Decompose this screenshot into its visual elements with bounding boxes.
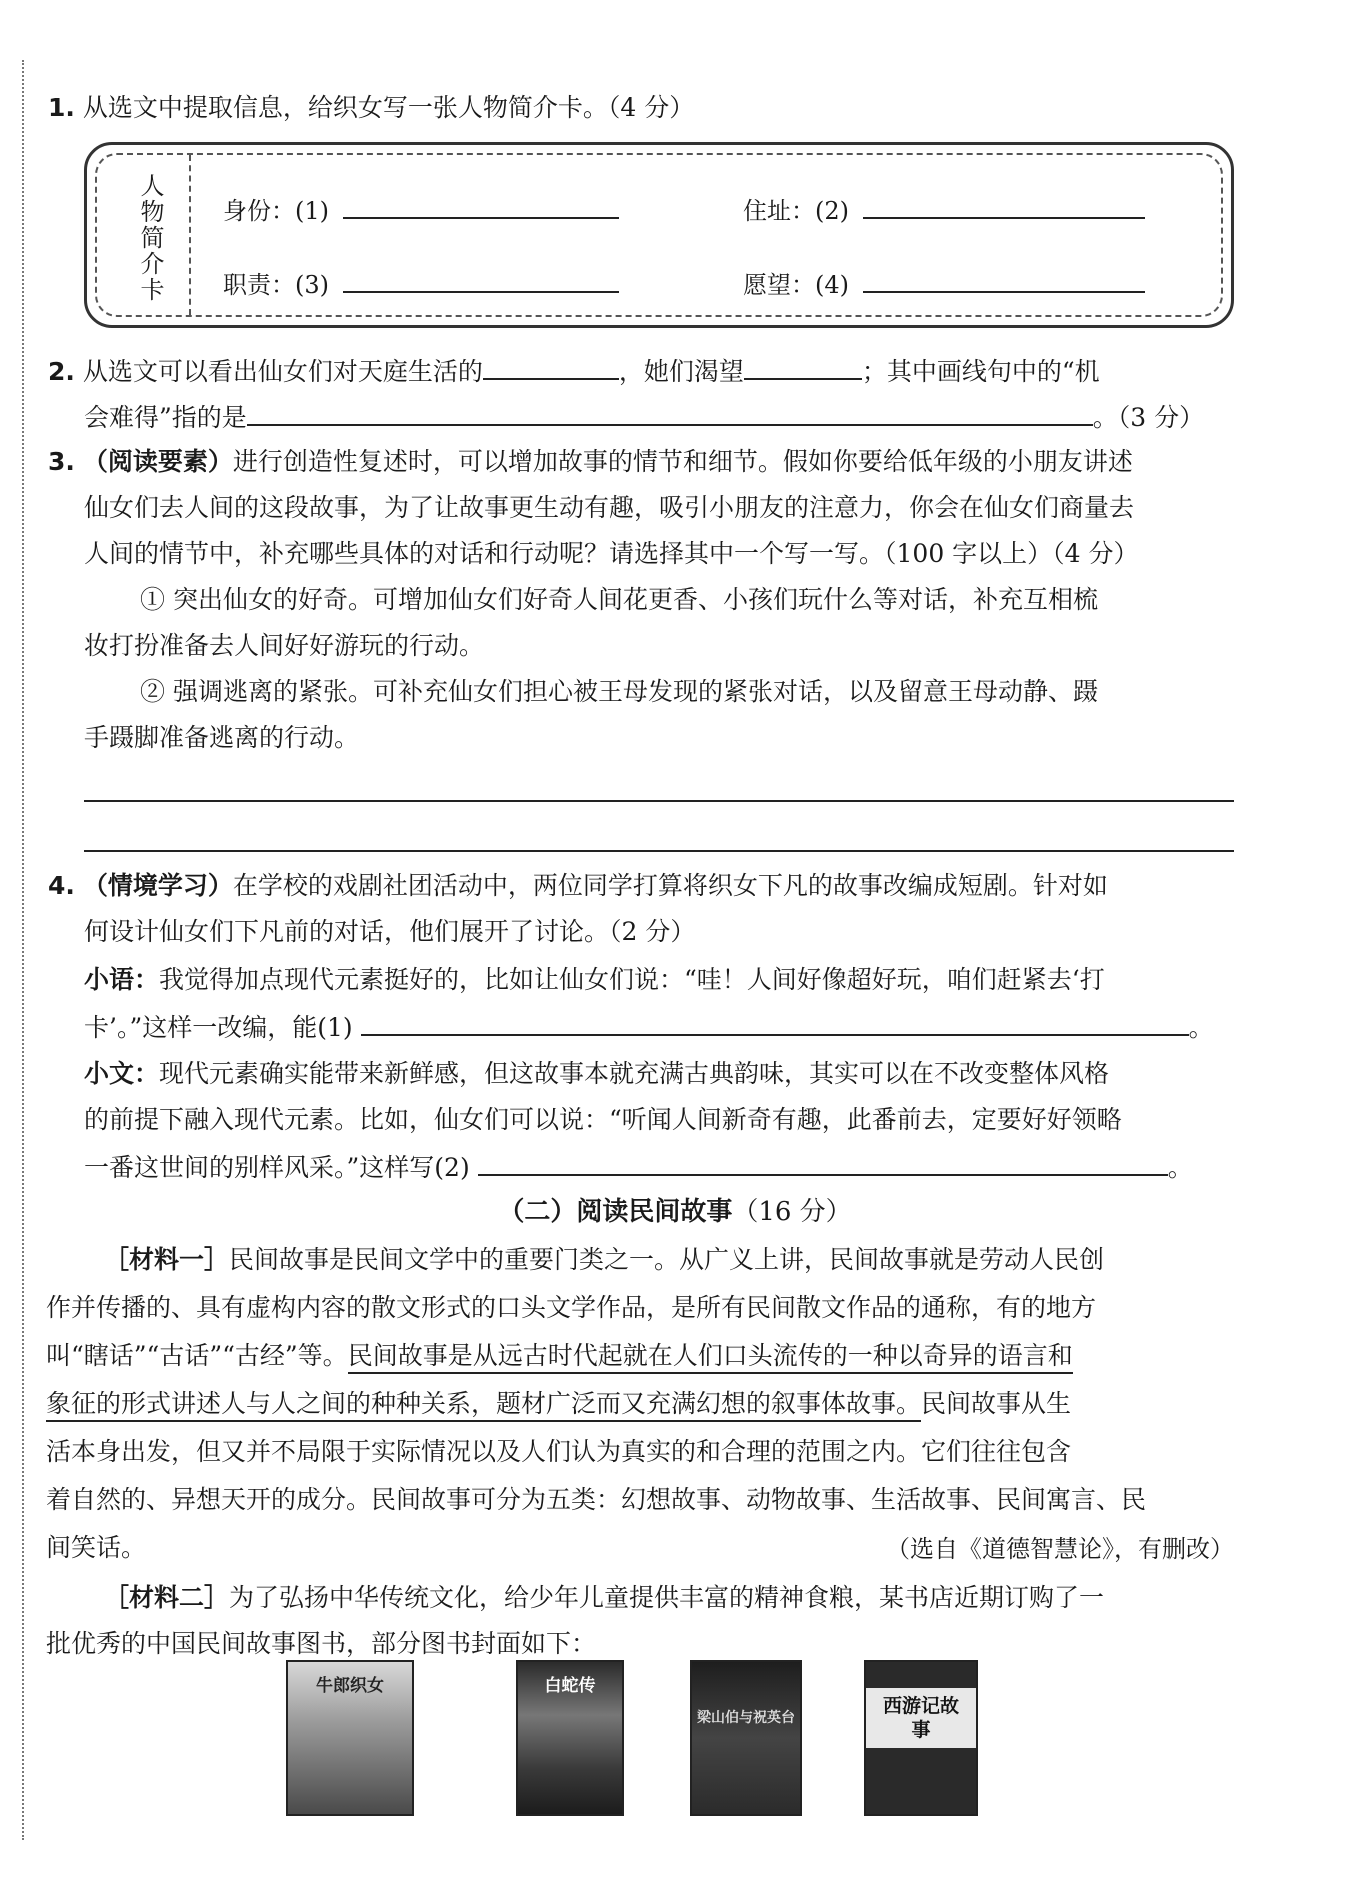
material-2-tag: ［材料二］ xyxy=(104,1583,230,1612)
material-2-line-2: 批优秀的中国民间故事图书，部分图书封面如下： xyxy=(46,1629,597,1658)
option-2-line-1: ② 强调逃离的紧张。可补充仙女们担心被王母发现的紧张对话，以及留意王母动静、蹑 xyxy=(140,677,1098,706)
duty-blank[interactable] xyxy=(343,265,619,293)
profile-card-divider xyxy=(189,155,191,315)
duty-label: 职责：(3) xyxy=(223,271,329,299)
address-blank[interactable] xyxy=(863,191,1145,219)
wish-label: 愿望：(4) xyxy=(743,271,849,299)
binding-dotted-line xyxy=(22,60,24,1840)
book-cover xyxy=(864,1660,978,1816)
question-text: ，她们渴望 xyxy=(618,357,744,386)
material-text: 民间故事是民间文学中的重要门类之一。从广义上讲，民间故事就是劳动人民创 xyxy=(229,1245,1105,1274)
question-number: 4. xyxy=(48,871,75,900)
question-text: 在学校的戏剧社团活动中，两位同学打算将织女下凡的故事改编成短剧。针对如 xyxy=(232,871,1108,900)
identity-blank[interactable] xyxy=(343,191,619,219)
question-text: 进行创造性复述时，可以增加故事的情节和细节。假如你要给低年级的小朋友讲述 xyxy=(232,447,1133,476)
identity-label: 身份：(1) xyxy=(223,197,329,225)
material-text: 为了弘扬中华传统文化，给少年儿童提供丰富的精神食粮，某书店近期订购了一 xyxy=(229,1583,1105,1612)
xiaowen-line-1 xyxy=(84,1056,1109,1092)
answer-line-2[interactable] xyxy=(84,850,1234,852)
source-citation: （选自《道德智慧论》，有删改） xyxy=(886,1535,1234,1563)
book-title: 牛郎织女 xyxy=(316,1676,384,1696)
question-tag: （阅读要素） xyxy=(82,447,233,476)
duty-field xyxy=(223,265,619,301)
question-2-line-2 xyxy=(84,398,1204,436)
answer-line-1[interactable] xyxy=(84,800,1234,802)
book-title: 梁山伯与祝英台 xyxy=(697,1710,795,1726)
section-heading xyxy=(0,1194,1350,1230)
meaning-blank[interactable] xyxy=(247,398,1093,426)
book-cover xyxy=(286,1660,414,1816)
xiaoyu-line-1 xyxy=(84,962,1105,998)
dialogue-text: 我觉得加点现代元素挺好的，比如让仙女们说：“哇！人间好像超好玩，咱们赶紧去‘打 xyxy=(159,965,1105,994)
underlined-sentence: 象征的形式讲述人与人之间的种种关系，题材广泛而又充满幻想的叙事体故事。 xyxy=(46,1389,921,1422)
dialogue-text: 卡’。”这样一改编，能(1) xyxy=(84,1013,353,1042)
underlined-sentence: 民间故事是从远古时代起就在人们口头流传的一种以奇异的语言和 xyxy=(348,1341,1073,1374)
question-text: 。（3 分） xyxy=(1092,403,1205,432)
material-text: 民间故事从生 xyxy=(921,1389,1072,1418)
question-number: 3. xyxy=(48,447,75,476)
book-cover xyxy=(516,1660,624,1816)
address-label: 住址：(2) xyxy=(743,197,849,225)
option-1-line-2: 妆打扮准备去人间好好游玩的行动。 xyxy=(84,631,485,660)
material-2-line-1 xyxy=(104,1580,1104,1616)
option-2-line-2: 手蹑脚准备逃离的行动。 xyxy=(84,723,360,752)
profile-card-title: 人物简介卡 xyxy=(136,173,164,303)
speaker-xiaowen: 小文： xyxy=(84,1059,160,1088)
xiaowen-line-2: 的前提下融入现代元素。比如，仙女们可以说：“听闻人间新奇有趣，此番前去，定要好好领略 xyxy=(84,1105,1122,1134)
answer-blank-2[interactable] xyxy=(478,1148,1168,1176)
address-field xyxy=(743,191,1145,227)
attitude-blank[interactable] xyxy=(483,352,619,380)
question-number: 1. xyxy=(48,93,75,122)
period: 。 xyxy=(1167,1153,1193,1182)
period: 。 xyxy=(1188,1013,1214,1042)
identity-field xyxy=(223,191,619,227)
question-3-line-1 xyxy=(48,444,1133,480)
section-title: （二）阅读民间故事 xyxy=(498,1197,733,1227)
question-3-line-3: 人间的情节中，补充哪些具体的对话和行动呢？请选择其中一个写一写。（100 字以上）（4 分） xyxy=(84,539,1139,568)
book-title: 西游记故事 xyxy=(866,1688,976,1748)
question-2-line-1 xyxy=(48,352,1100,390)
question-text: 会难得”指的是 xyxy=(84,403,247,432)
book-title: 白蛇传 xyxy=(544,1676,596,1696)
wish-blank[interactable] xyxy=(863,265,1145,293)
material-text: 叫“瞎话”“古话”“古经”等。 xyxy=(46,1341,348,1370)
question-4-line-1 xyxy=(48,868,1108,904)
material-1-line-1 xyxy=(104,1242,1104,1278)
desire-blank[interactable] xyxy=(744,352,862,380)
xiaoyu-line-2 xyxy=(84,1008,1214,1046)
wish-field xyxy=(743,265,1145,301)
material-1-tag: ［材料一］ xyxy=(104,1245,230,1274)
dialogue-text: 一番这世间的别样风采。”这样写(2) xyxy=(84,1153,470,1182)
question-4-line-2: 何设计仙女们下凡前的对话，他们展开了讨论。（2 分） xyxy=(84,917,696,946)
material-1-line-2: 作并传播的、具有虚构内容的散文形式的口头文学作品，是所有民间散文作品的通称，有的地方 xyxy=(46,1293,1097,1322)
material-1-line-5: 活本身出发，但又并不局限于实际情况以及人们认为真实的和合理的范围之内。它们往往包含 xyxy=(46,1437,1072,1466)
option-1-line-1: ① 突出仙女的好奇。可增加仙女们好奇人间花更香、小孩们玩什么等对话，补充互相梳 xyxy=(140,585,1098,614)
question-text: ；其中画线句中的“机 xyxy=(861,357,1100,386)
xiaowen-line-3 xyxy=(84,1148,1193,1186)
question-tag: （情境学习） xyxy=(82,871,233,900)
question-3-line-2: 仙女们去人间的这段故事，为了让故事更生动有趣，吸引小朋友的注意力，你会在仙女们商量去 xyxy=(84,493,1135,522)
answer-blank-1[interactable] xyxy=(361,1008,1189,1036)
section-score: （16 分） xyxy=(732,1197,852,1227)
speaker-xiaoyu: 小语： xyxy=(84,965,160,994)
question-1 xyxy=(48,90,694,126)
material-1-line-4 xyxy=(46,1386,1071,1422)
question-number: 2. xyxy=(48,357,75,386)
dialogue-text: 现代元素确实能带来新鲜感，但这故事本就充满古典韵味，其实可以在不改变整体风格 xyxy=(159,1059,1110,1088)
profile-card xyxy=(84,142,1234,328)
book-cover xyxy=(690,1660,802,1816)
question-text: 从选文可以看出仙女们对天庭生活的 xyxy=(82,357,483,386)
material-1-line-3 xyxy=(46,1338,1073,1374)
material-1-line-6: 着自然的、异想天开的成分。民间故事可分为五类：幻想故事、动物故事、生活故事、民间寓言、民 xyxy=(46,1485,1147,1514)
material-1-line-7: 间笑话。 xyxy=(46,1533,147,1562)
question-text: 从选文中提取信息，给织女写一张人物简介卡。（4 分） xyxy=(82,93,695,122)
